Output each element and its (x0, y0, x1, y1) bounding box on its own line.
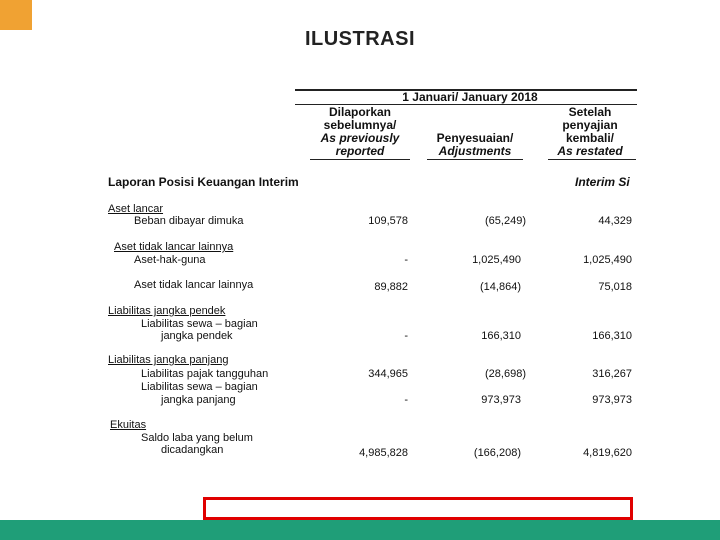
cell-restated: 44,329 (598, 215, 632, 227)
statement-title: Laporan Posisi Keuangan Interim (108, 175, 299, 189)
cell-restated: 1,025,490 (583, 254, 632, 266)
cell-adjustments: (65,249) (485, 215, 526, 227)
footer-bar (0, 520, 720, 540)
row-label: Liabilitas pajak tangguhan (141, 368, 269, 380)
row-label: Liabilitas sewa – bagian (141, 381, 258, 393)
row-label-cont: dicadangkan (161, 444, 224, 456)
cell-adjustments: (166,208) (473, 447, 521, 459)
cell-reported: - (404, 254, 408, 266)
cell-reported: 89,882 (374, 281, 408, 293)
cell-reported: 109,578 (368, 215, 408, 227)
col-header-adjustments: Penyesuaian/ Adjustments (436, 131, 514, 158)
statement-title-right: Interim Si (575, 175, 630, 189)
cell-reported: - (404, 394, 408, 406)
row-label: Liabilitas sewa – bagian (141, 318, 258, 330)
period-header: 1 Januari/ January 2018 (402, 90, 538, 104)
col-header-reported: Dilaporkan sebelumnya/ As previously reported (320, 105, 400, 158)
cell-adjustments: (14,864) (480, 281, 521, 293)
col-header-restated: Setelah penyajian kembali/ As restated (557, 105, 623, 158)
row-label-cont: jangka panjang (161, 394, 236, 406)
cell-adjustments: (28,698) (485, 368, 526, 380)
row-label: Aset-hak-guna (134, 254, 206, 266)
cell-restated: 166,310 (592, 330, 632, 342)
cell-adjustments: 166,310 (481, 330, 521, 342)
col-rule-1 (310, 159, 410, 160)
highlight-box (203, 497, 633, 520)
cell-restated: 316,267 (592, 368, 632, 380)
section-long-term-liabilities: Liabilitas jangka panjang (108, 354, 229, 366)
row-label: Aset tidak lancar lainnya (134, 279, 254, 291)
row-label-cont: jangka pendek (161, 330, 233, 342)
cell-restated: 75,018 (598, 281, 632, 293)
section-current-assets: Aset lancar (108, 203, 164, 215)
section-short-term-liabilities: Liabilitas jangka pendek (108, 305, 226, 317)
cell-adjustments: 973,973 (481, 394, 521, 406)
cell-adjustments: 1,025,490 (472, 254, 521, 266)
cell-restated: 4,819,620 (583, 447, 632, 459)
col-rule-3 (548, 159, 636, 160)
col-rule-2 (427, 159, 523, 160)
cell-restated: 973,973 (592, 394, 632, 406)
section-equity: Ekuitas (110, 419, 147, 431)
section-noncurrent-assets: Aset tidak lancar lainnya (114, 241, 234, 253)
row-label: Saldo laba yang belum (141, 432, 253, 444)
slide-title: ILUSTRASI (304, 28, 416, 50)
cell-reported: 344,965 (368, 368, 408, 380)
cell-reported: - (404, 330, 408, 342)
cell-reported: 4,985,828 (359, 447, 408, 459)
row-label: Beban dibayar dimuka (134, 215, 244, 227)
